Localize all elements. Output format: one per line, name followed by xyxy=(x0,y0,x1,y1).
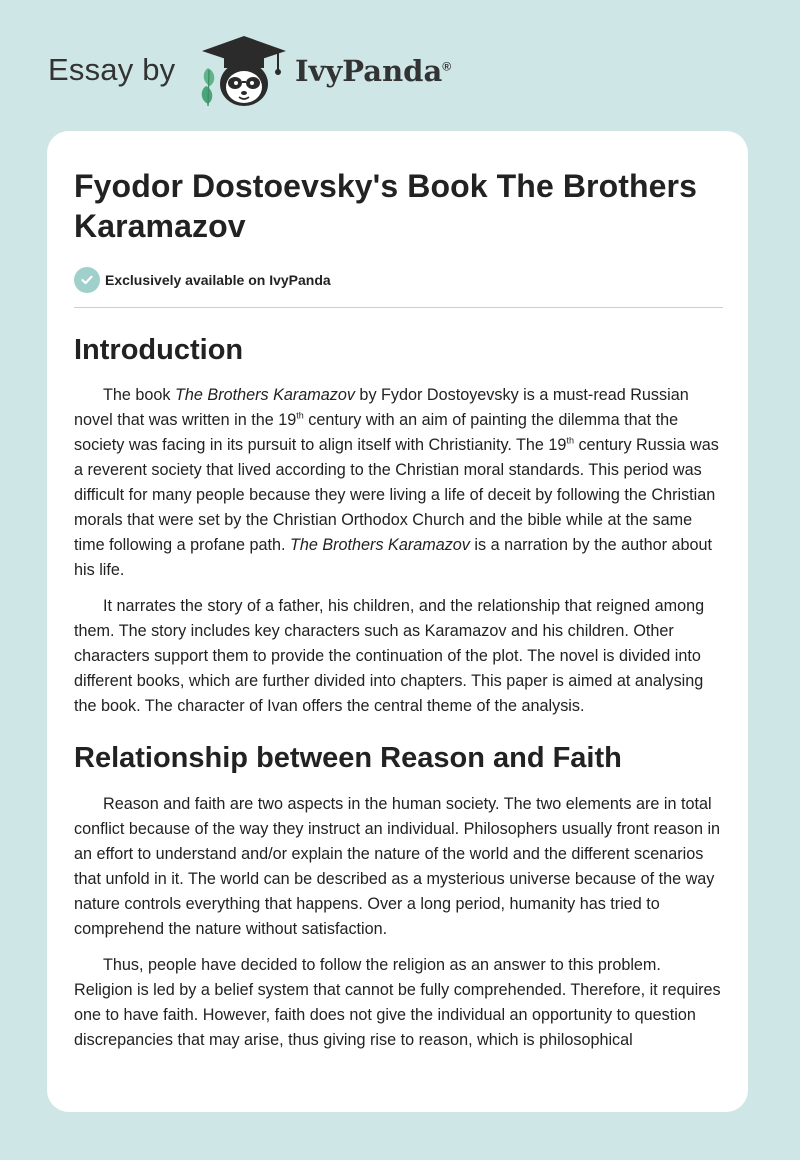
text-run: Thus, people have decided to follow the religion as an answer to this problem. Religion is led by a belief system that cannot be fully comprehended. Therefore, it requires one to have faith. However, faith does not give the individual an opportunity to question discrepancies that may arise, thus giving rise to reason, which is philosophical xyxy=(74,956,721,1049)
text-run: It narrates the story of a father, his children, and the relationship that reigned among them. The story includes key characters such as Karamazov and his children. Other characters support them to provide the continuation of the plot. The novel is divided into different books, which are further divided into chapters. This paper is aimed at analysing the book. The character of Ivan offers the central theme of the analysis. xyxy=(74,597,705,715)
book-title-italic: The Brothers Karamazov xyxy=(289,536,470,554)
paragraph xyxy=(74,383,723,583)
text-run: century with an aim of painting the dilemma that the society was facing in its pursuit to align itself with Christianity. The 19 xyxy=(74,411,679,454)
page-title: Fyodor Dostoevsky's Book The Brothers Karamazov xyxy=(74,168,697,244)
checkmark-icon xyxy=(74,267,100,293)
article-card xyxy=(47,131,748,1112)
text-run: The book xyxy=(103,386,175,404)
section-heading-reason-faith: Relationship between Reason and Faith xyxy=(74,742,622,774)
panda-logo-icon[interactable] xyxy=(198,34,290,110)
text-run: is a narration by the author about his life. xyxy=(74,536,712,579)
brand-prefix: Essay by xyxy=(48,52,176,87)
paragraph xyxy=(74,792,723,942)
superscript: th xyxy=(296,410,304,421)
paragraph xyxy=(74,594,723,719)
section-heading-introduction: Introduction xyxy=(74,334,244,366)
exclusive-badge xyxy=(74,267,723,293)
text-run: Reason and faith are two aspects in the human society. The two elements are in total conflict because of the way they instruct an individual. Philosophers usually front reason in an effort to understand and/or explain the nature of the world and the different scenarios that unfold in it. The world can be described as a mysterious universe because of the way nature controls everything that happens. Over a long period, humanity has tried to comprehend the nature without satisfaction. xyxy=(74,795,721,938)
site-header xyxy=(48,34,508,114)
paragraph xyxy=(74,953,723,1053)
text-run: century Russia was a reverent society that lived according to the Christian moral standards. This period was difficult for many people because they were living a life of deceit by following the Christian morals that were set by the Christian Orthodox Church and the bible while at the same time following a profane path. xyxy=(74,436,719,554)
brand-name[interactable]: IvyPanda® xyxy=(295,54,452,88)
exclusive-badge-text: Exclusively available on IvyPanda xyxy=(105,272,331,288)
divider xyxy=(74,307,723,308)
superscript: th xyxy=(566,435,574,446)
book-title-italic: The Brothers Karamazov xyxy=(175,386,355,404)
text-run: by Fydor Dostoyevsky is a must-read Russian novel that was written in the 19 xyxy=(74,386,689,429)
